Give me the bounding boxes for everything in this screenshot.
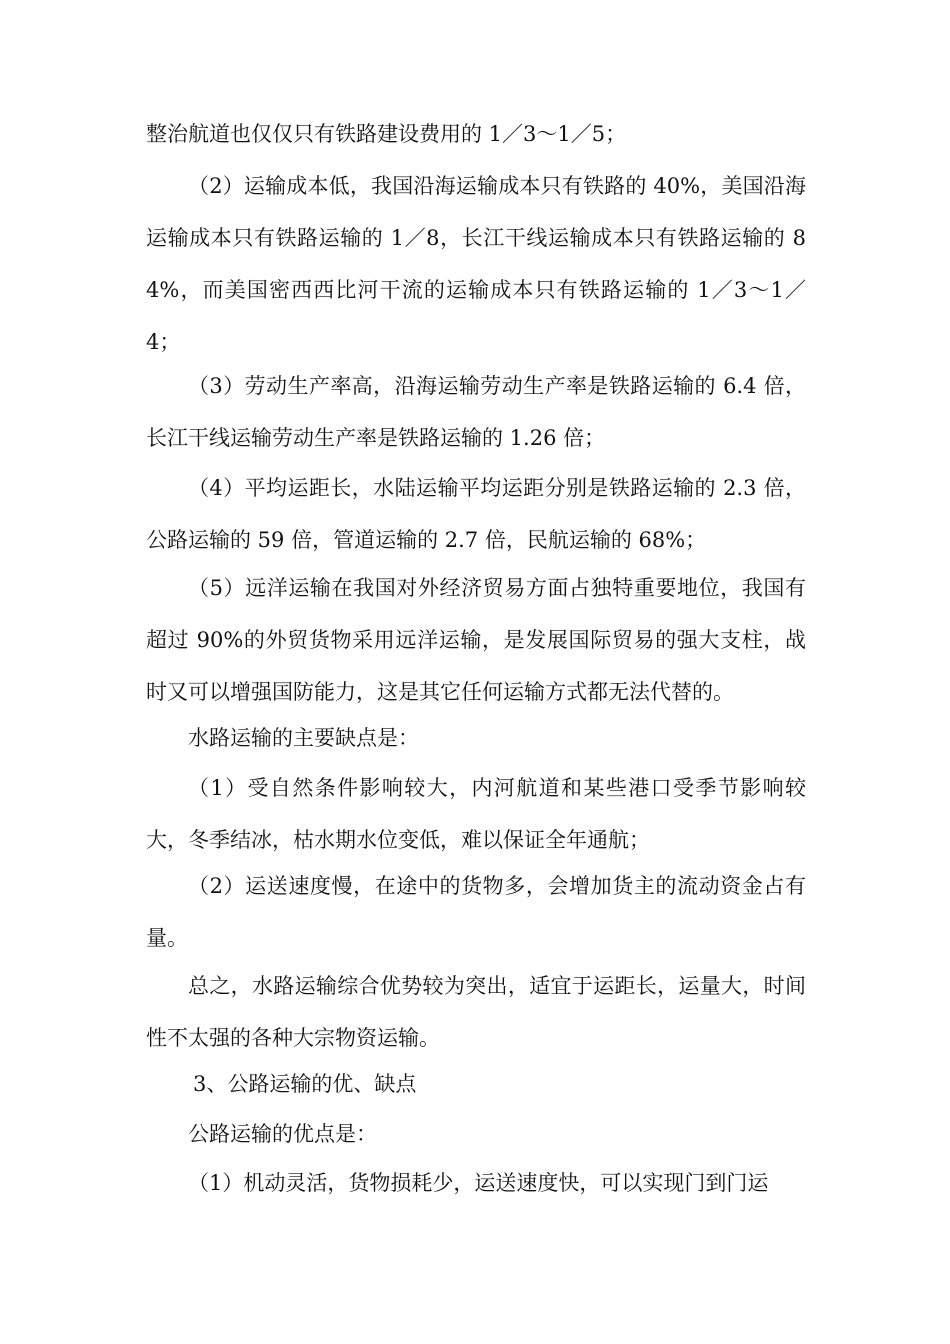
paragraph-productivity: （3）劳动生产率高，沿海运输劳动生产率是铁路运输的 6.4 倍，长江干线运输劳动生产率是铁路运输的 1.26 倍； [146,374,806,450]
paragraph-cost-advantage: （2）运输成本低，我国沿海运输成本只有铁路的 40%，美国沿海运输成本只有铁路运输的 1／8，长江干线运输成本只有铁路运输的 84%，而美国密西西比河干流的运输成本只有铁路运输的 1／3～1／4； [146,174,806,354]
paragraph-ocean-transport: （5）远洋运输在我国对外经济贸易方面占独特重要地位，我国有超过 90%的外贸货物采用远洋运输，是发展国际贸易的强大支柱，战时又可以增强国防能力，这是其它任何运输方式都无法代替的。 [146,576,806,704]
paragraph-slow-speed: （2）运送速度慢，在途中的货物多，会增加货主的流动资金占有量。 [146,874,806,950]
heading-water-disadvantages: 水路运输的主要缺点是： [188,726,419,750]
heading-road-advantages: 公路运输的优点是： [188,1122,377,1146]
paragraph-distance: （4）平均运距长，水陆运输平均运距分别是铁路运输的 2.3 倍，公路运输的 59 倍，管道运输的 2.7 倍，民航运输的 68%； [146,476,806,552]
section-heading-road-transport: 3、公路运输的优、缺点 [193,1072,417,1096]
paragraph-summary: 总之，水路运输综合优势较为突出，适宜于运距长，运量大，时间性不太强的各种大宗物资运输。 [146,974,806,1050]
paragraph-continuation: 整治航道也仅仅只有铁路建设费用的 1／3～1／5； [146,122,627,146]
paragraph-road-flexibility: （1）机动灵活，货物损耗少，运送速度快，可以实现门到门运 [188,1171,769,1195]
paragraph-natural-conditions: （1）受自然条件影响较大，内河航道和某些港口受季节影响较大，冬季结冰，枯水期水位变低，难以保证全年通航； [146,776,806,852]
